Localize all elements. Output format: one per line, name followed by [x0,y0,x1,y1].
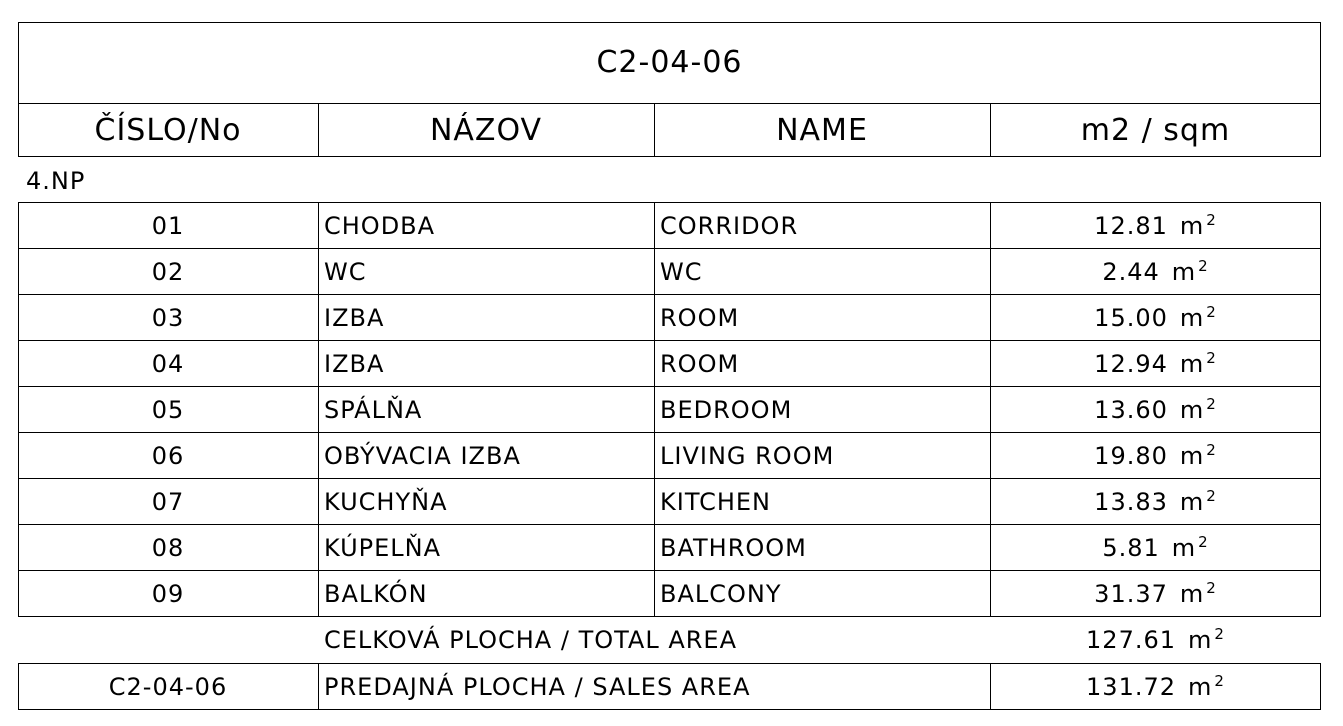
sales-unit: C2-04-06 [108,672,228,701]
room-name-sk: SPÁLŇA [324,395,423,424]
unit-exponent: 2 [1206,348,1217,367]
total-area-label: CELKOVÁ PLOCHA / TOTAL AREA [324,626,738,654]
room-area-number: 19.80 [1094,441,1168,470]
room-name-sk: WC [324,257,367,286]
unit-symbol: m [1188,672,1213,701]
room-area-number: 2.44 [1102,257,1160,286]
room-number: 06 [151,441,185,470]
room-name-en: LIVING ROOM [660,441,835,470]
header-name-en: NAME [776,113,868,148]
unit-symbol: m [1179,395,1205,424]
unit-exponent: 2 [1206,394,1217,413]
sales-area-label: PREDAJNÁ PLOCHA / SALES AREA [324,672,751,701]
unit-symbol: m [1179,487,1205,516]
total-area-value [990,617,1321,663]
sales-area-value [990,663,1321,710]
room-name-en: BEDROOM [660,395,793,424]
room-name-sk: OBÝVACIA IZBA [324,441,521,470]
unit-exponent: 2 [1206,302,1217,321]
header-area: m2 / sqm [1080,113,1231,148]
unit-symbol: m [1171,533,1197,562]
room-name-en: WC [660,257,703,286]
unit-symbol: m [1179,441,1205,470]
room-number: 09 [151,579,185,608]
unit-exponent: 2 [1206,578,1217,597]
room-name-sk: IZBA [324,303,385,332]
header-name-sk: NÁZOV [429,113,543,148]
room-area [990,433,1321,478]
room-name-en: BALCONY [660,579,782,608]
room-area [990,479,1321,524]
unit-symbol: m [1179,303,1205,332]
room-area [990,525,1321,570]
room-area-number: 13.83 [1094,487,1168,516]
room-name-en: ROOM [660,349,740,378]
room-name-en: BATHROOM [660,533,807,562]
room-area-number: 12.81 [1094,211,1168,240]
unit-exponent: 2 [1214,625,1225,643]
room-number: 07 [151,487,185,516]
room-name-en: KITCHEN [660,487,771,516]
unit-exponent: 2 [1206,440,1217,459]
unit-symbol: m [1179,211,1205,240]
room-name-en: ROOM [660,303,740,332]
room-name-sk: CHODBA [324,211,436,240]
room-area [990,387,1321,432]
room-area [990,249,1321,294]
floor-label: 4.NP [26,167,86,195]
room-number: 05 [151,395,185,424]
room-name-sk: KÚPELŇA [324,533,442,562]
header-number: ČÍSLO/No [94,113,242,148]
unit-exponent: 2 [1214,671,1225,690]
unit-symbol: m [1179,579,1205,608]
sales-area-number: 131.72 [1086,672,1177,701]
unit-exponent: 2 [1198,532,1209,551]
room-area-number: 12.94 [1094,349,1168,378]
room-area-number: 15.00 [1094,303,1168,332]
room-number: 02 [151,257,185,286]
unit-symbol: m [1188,626,1213,654]
unit-exponent: 2 [1206,210,1217,229]
unit-exponent: 2 [1206,486,1217,505]
room-area-number: 13.60 [1094,395,1168,424]
room-area [990,341,1321,386]
room-number: 01 [151,211,185,240]
room-area [990,295,1321,340]
room-number: 04 [151,349,185,378]
room-area-number: 5.81 [1102,533,1160,562]
unit-exponent: 2 [1198,256,1209,275]
room-area-number: 31.37 [1094,579,1168,608]
room-number: 03 [151,303,185,332]
room-name-en: CORRIDOR [660,211,799,240]
room-number: 08 [151,533,185,562]
total-area-number: 127.61 [1086,626,1177,654]
room-name-sk: KUCHYŇA [324,487,448,516]
unit-symbol: m [1171,257,1197,286]
room-name-sk: BALKÓN [324,579,428,608]
room-area [990,571,1321,616]
unit-symbol: m [1179,349,1205,378]
room-name-sk: IZBA [324,349,385,378]
unit-title: C2-04-06 [596,45,743,80]
room-area [990,203,1321,248]
